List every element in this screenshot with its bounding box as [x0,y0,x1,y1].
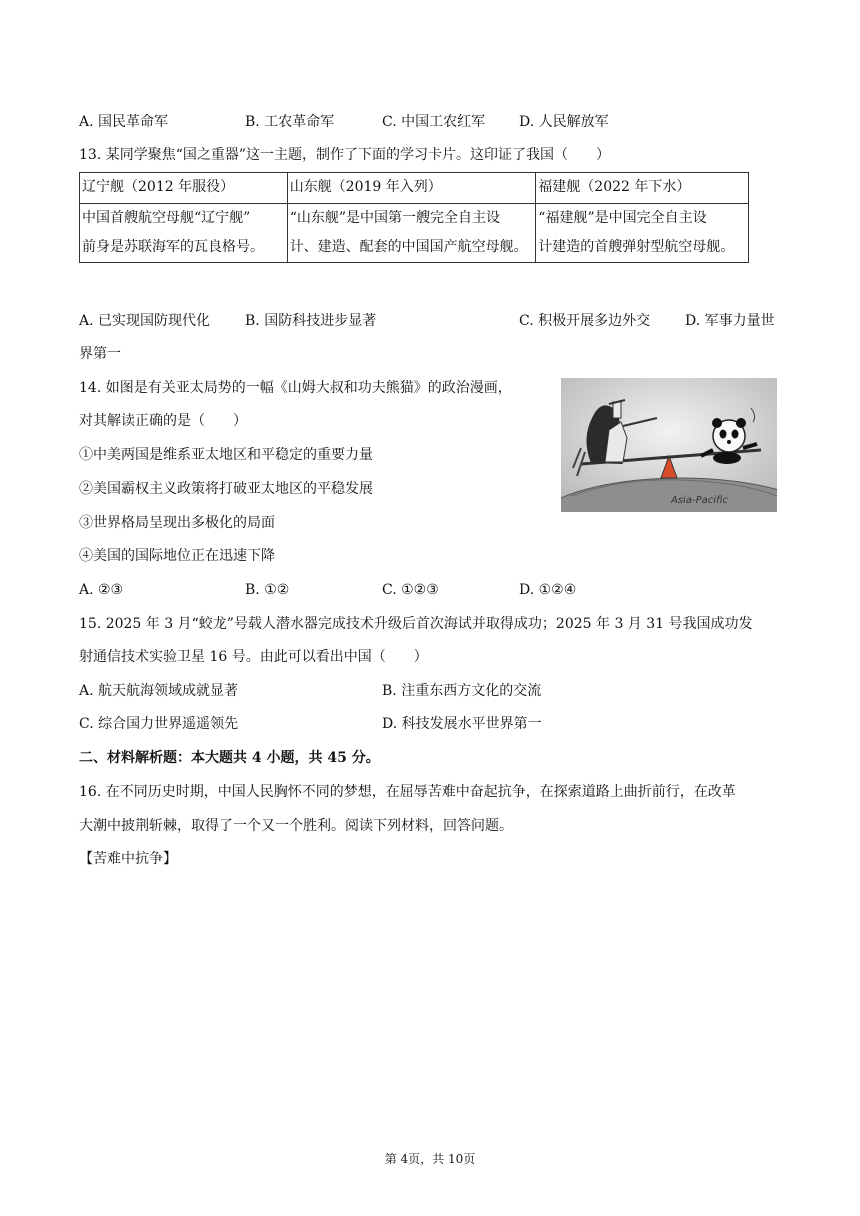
card-header-fujian: 福建舰（2022 年下水） [536,173,749,204]
q13-option-c: C. 积极开展多边外交 [519,313,651,329]
q14-stem-line1: 14. 如图是有关亚太局势的一幅《山姆大叔和功夫熊猫》的政治漫画， [79,380,512,396]
q15-option-d: D. 科技发展水平世界第一 [382,716,542,732]
q14-option-c: C. ①②③ [382,582,439,598]
q15-option-b: B. 注重东西方文化的交流 [382,683,542,699]
card-body-line: 前身是苏联海军的瓦良格号。 [82,239,264,255]
q16-stem-line1: 16. 在不同历史时期，中国人民胸怀不同的梦想，在屈辱苦难中奋起抗争，在探索道路上曲折前行，在改革 [79,784,736,800]
study-card-table [79,172,749,263]
q14-stem-line2: 对其解读正确的是（ ） [79,413,247,429]
q13-option-d-wrap: 界第一 [79,346,121,362]
q13-option-d: D. 军事力量世 [685,313,775,329]
q13-option-b: B. 国防科技进步显著 [245,313,377,329]
q13-stem: 13. 某同学聚焦“国之重器”这一主题，制作了下面的学习卡片。这印证了我国（ ） [79,147,611,163]
q16-subheading: 【苦难中抗争】 [79,851,177,867]
political-cartoon-image [561,378,777,512]
section-2-heading: 二、材料解析题：本大题共 4 小题，共 45 分。 [79,750,380,766]
card-body-shandong [287,204,536,263]
q15-option-a: A. 航天航海领域成就显著 [79,683,239,699]
q12-option-c: C. 中国工农红军 [382,114,486,130]
q12-option-b: B. 工农革命军 [245,114,335,130]
card-body-fujian [536,204,749,263]
q14-statement-1: ①中美两国是维系亚太地区和平稳定的重要力量 [79,447,373,463]
card-body-line: 中国首艘航空母舰“辽宁舰” [82,210,251,226]
q13-option-a: A. 已实现国防现代化 [79,313,211,329]
q14-option-b: B. ①② [245,582,290,598]
card-body-line: “福建舰”是中国完全自主设 [538,210,707,226]
q16-stem-line2: 大潮中披荆斩棘，取得了一个又一个胜利。阅读下列材料，回答问题。 [79,818,513,834]
q12-option-a: A. 国民革命军 [79,114,169,130]
q14-statement-4: ④美国的国际地位正在迅速下降 [79,548,275,564]
q14-statement-3: ③世界格局呈现出多极化的局面 [79,515,275,531]
card-header-shandong: 山东舰（2019 年入列） [287,173,536,204]
q12-option-d: D. 人民解放军 [519,114,609,130]
card-body-line: 计建造的首艘弹射型航空母舰。 [538,239,735,255]
card-body-liaoning [80,204,288,263]
q15-option-c: C. 综合国力世界遥遥领先 [79,716,239,732]
q15-stem-line2: 射通信技术实验卫星 16 号。由此可以看出中国（ ） [79,649,428,665]
q14-option-d: D. ①②④ [519,582,577,598]
card-header-liaoning: 辽宁舰（2012 年服役） [80,173,288,204]
q14-statement-2: ②美国霸权主义政策将打破亚太地区的平稳发展 [79,481,373,497]
cartoon-globe-label: Asia-Pacific [671,495,728,506]
page-footer: 第 4页，共 10页 [384,1152,476,1166]
card-body-line: “山东舰”是中国第一艘完全自主设 [289,210,501,226]
card-body-line: 计、建造、配套的中国国产航空母舰。 [289,239,528,255]
q14-option-a: A. ②③ [79,582,124,598]
q15-stem-line1: 15. 2025 年 3 月“蛟龙”号载人潜水器完成技术升级后首次海试并取得成功；2025 年 3 月 31 号我国成功发 [79,616,753,632]
